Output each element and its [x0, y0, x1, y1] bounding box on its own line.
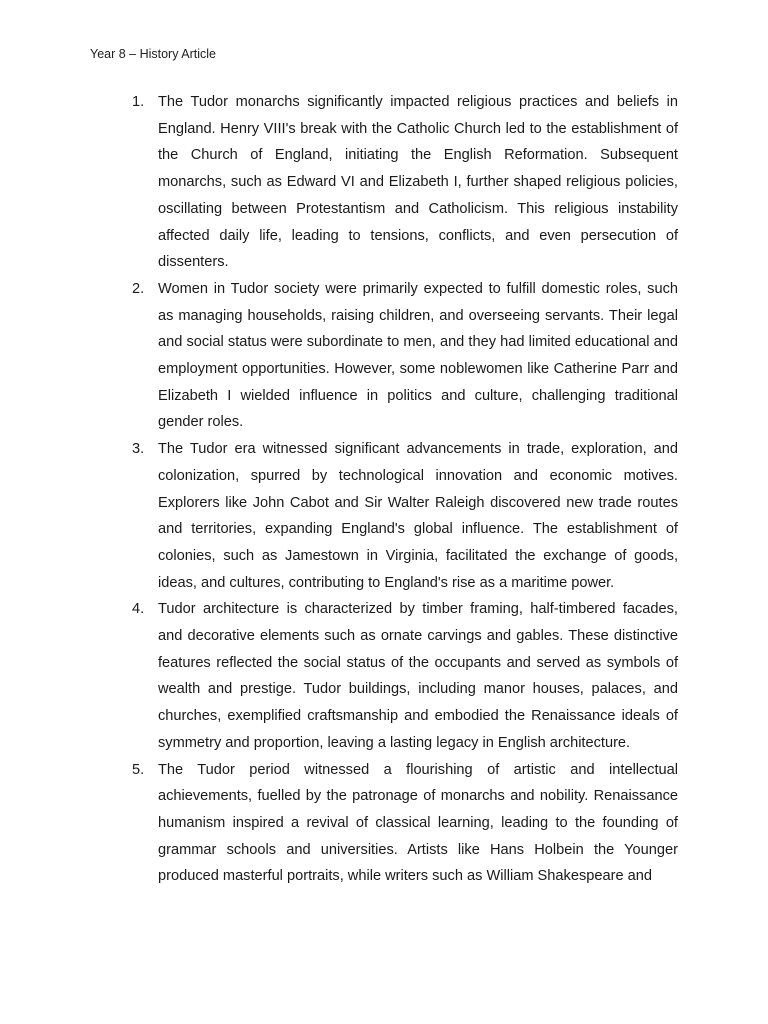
list-item-number: 2. — [132, 280, 145, 297]
list-item — [132, 89, 678, 276]
page-header: Year 8 – History Article — [90, 47, 216, 61]
list-item-text: Tudor architecture is characterized by timber framing, half-timbered facades, and decorative elements such as ornate carvings and gables. These distinctive features reflected the social status of the occupants and served as symbols of wealth and prestige. Tudor buildings, including manor houses, palaces, and churches, exemplified craftsmanship and embodied the Renaissance ideals of symmetry and proportion, leaving a lasting legacy in English architecture. — [158, 601, 678, 751]
list-item — [132, 436, 678, 596]
list-item-text: The Tudor period witnessed a flourishing of artistic and intellectual achievements, fuelled by the patronage of monarchs and nobility. Renaissance humanism inspired a revival of classical learning, leading to the founding of grammar schools and universities. Artists like Hans Holbein the Younger produced masterful portraits, while writers such as William Shakespeare and — [158, 761, 678, 885]
list-item — [132, 757, 678, 891]
list-item-text: The Tudor era witnessed significant advancements in trade, exploration, and colonization, spurred by technological innovation and economic motives. Explorers like John Cabot and Sir Walter Raleigh discovered new trade routes and territories, expanding England's global influence. The establishment of colonies, such as Jamestown in Virginia, facilitated the exchange of goods, ideas, and cultures, contributing to England's rise as a maritime power. — [158, 441, 678, 591]
list-item-text: The Tudor monarchs significantly impacted religious practices and beliefs in England. Henry VIII's break with the Catholic Church led to the establishment of the Church of England, initiating the English Reformation. Subsequent monarchs, such as Edward VI and Elizabeth I, further shaped religious policies, oscillating between Protestantism and Catholicism. This religious instability affected daily life, leading to tensions, conflicts, and even persecution of dissenters. — [158, 94, 678, 271]
list-item-text: Women in Tudor society were primarily expected to fulfill domestic roles, such as managing households, raising children, and overseeing servants. Their legal and social status were subordinate to men, and they had limited educational and employment opportunities. However, some noblewomen like Catherine Parr and Elizabeth I wielded influence in politics and culture, challenging traditional gender roles. — [158, 280, 678, 431]
list-item-number: 1. — [132, 94, 145, 110]
list-item-number: 3. — [132, 441, 145, 458]
list-item-number: 4. — [132, 601, 145, 618]
list-item-number: 5. — [132, 761, 145, 778]
article-list — [132, 89, 678, 890]
list-item — [132, 596, 678, 756]
list-item — [132, 276, 678, 436]
